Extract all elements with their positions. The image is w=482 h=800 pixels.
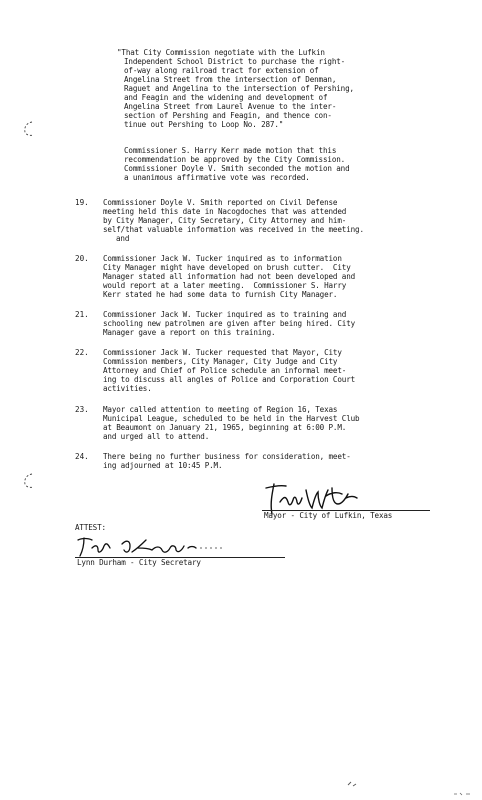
item-line: schooling new patrolmen are given after being hired. City	[103, 319, 356, 328]
item-line: Attorney and Chief of Police schedule an informal meet-	[103, 366, 347, 375]
quote-line: Raguet and Angelina to the intersection of Pershing,	[124, 84, 354, 93]
motion-line: a unanimous affirmative vote was recorded.	[124, 173, 310, 182]
item-line: Commissioner Doyle V. Smith reported on Civil Defense	[103, 198, 338, 207]
item-line: Commissioner Jack W. Tucker inquired as to information	[103, 254, 342, 263]
item-line: There being no further business for consideration, meet-	[103, 452, 351, 461]
item-line: Municipal League, scheduled to be held in the Harvest Club	[103, 414, 360, 423]
item-number: 19.	[75, 198, 89, 207]
quote-line: Angelina Street from the intersection of Denman,	[124, 75, 337, 84]
item-line: by City Manager, City Secretary, City Attorney and him-	[103, 216, 347, 225]
quote-line: of-way along railroad tract for extension of	[124, 66, 319, 75]
secretary-title: Lynn Durham - City Secretary	[77, 558, 201, 567]
item-number: 21.	[75, 310, 89, 319]
item-line: Commissioner Jack W. Tucker requested that Mayor, City	[103, 348, 342, 357]
item-number: 22.	[75, 348, 89, 357]
quote-line: tinue out Pershing to Loop No. 287."	[124, 120, 284, 129]
item-line: and	[116, 234, 130, 243]
item-line: ing to discuss all angles of Police and Corporation Court	[103, 375, 356, 384]
attest-label: ATTEST:	[75, 523, 106, 532]
item-line: Manager gave a report on this training.	[103, 328, 276, 337]
binder-hole-mark	[22, 120, 36, 138]
item-number: 23.	[75, 405, 89, 414]
item-line: activities.	[103, 384, 152, 393]
quote-line: Independent School District to purchase the right-	[124, 57, 346, 66]
item-number: 24.	[75, 452, 89, 461]
item-line: Commission members, City Manager, City Judge and City	[103, 357, 338, 366]
item-number: 20.	[75, 254, 89, 263]
binder-hole-mark	[22, 472, 36, 490]
motion-line: Commissioner S. Harry Kerr made motion that this	[124, 146, 337, 155]
motion-line: Commissioner Doyle V. Smith seconded the motion and	[124, 164, 350, 173]
item-line: meeting held this date in Nacogdoches that was attended	[103, 207, 347, 216]
mayor-title: Mayor - City of Lufkin, Texas	[264, 511, 393, 520]
item-line: Commissioner Jack W. Tucker inquired as to training and	[103, 310, 347, 319]
item-line: Kerr stated he had some data to furnish City Manager.	[103, 290, 338, 299]
item-line: would report at a later meeting. Commissioner S. Harry	[103, 281, 347, 290]
item-line: Mayor called attention to meeting of Region 16, Texas	[103, 405, 338, 414]
item-line: ing adjourned at 10:45 P.M.	[103, 461, 223, 470]
scan-speck	[345, 780, 359, 790]
motion-line: recommendation be approved by the City Commission.	[124, 155, 346, 164]
scan-speck	[452, 790, 474, 798]
item-line: self/that valuable information was received in the meeting.	[103, 225, 364, 234]
quote-line: and Feagin and the widening and development of	[124, 93, 328, 102]
quote-line: "That City Commission negotiate with the Lufkin	[117, 48, 325, 57]
item-line: Manager stated all information had not been developed and	[103, 272, 356, 281]
quote-line: Angelina Street from Laurel Avenue to the inter-	[124, 102, 337, 111]
item-line: City Manager might have developed on brush cutter. City	[103, 263, 351, 272]
quote-line: section of Pershing and Feagin, and thence con-	[124, 111, 332, 120]
item-line: and urged all to attend.	[103, 432, 210, 441]
item-line: at Beaumont on January 21, 1965, beginning at 6:00 P.M.	[103, 423, 347, 432]
